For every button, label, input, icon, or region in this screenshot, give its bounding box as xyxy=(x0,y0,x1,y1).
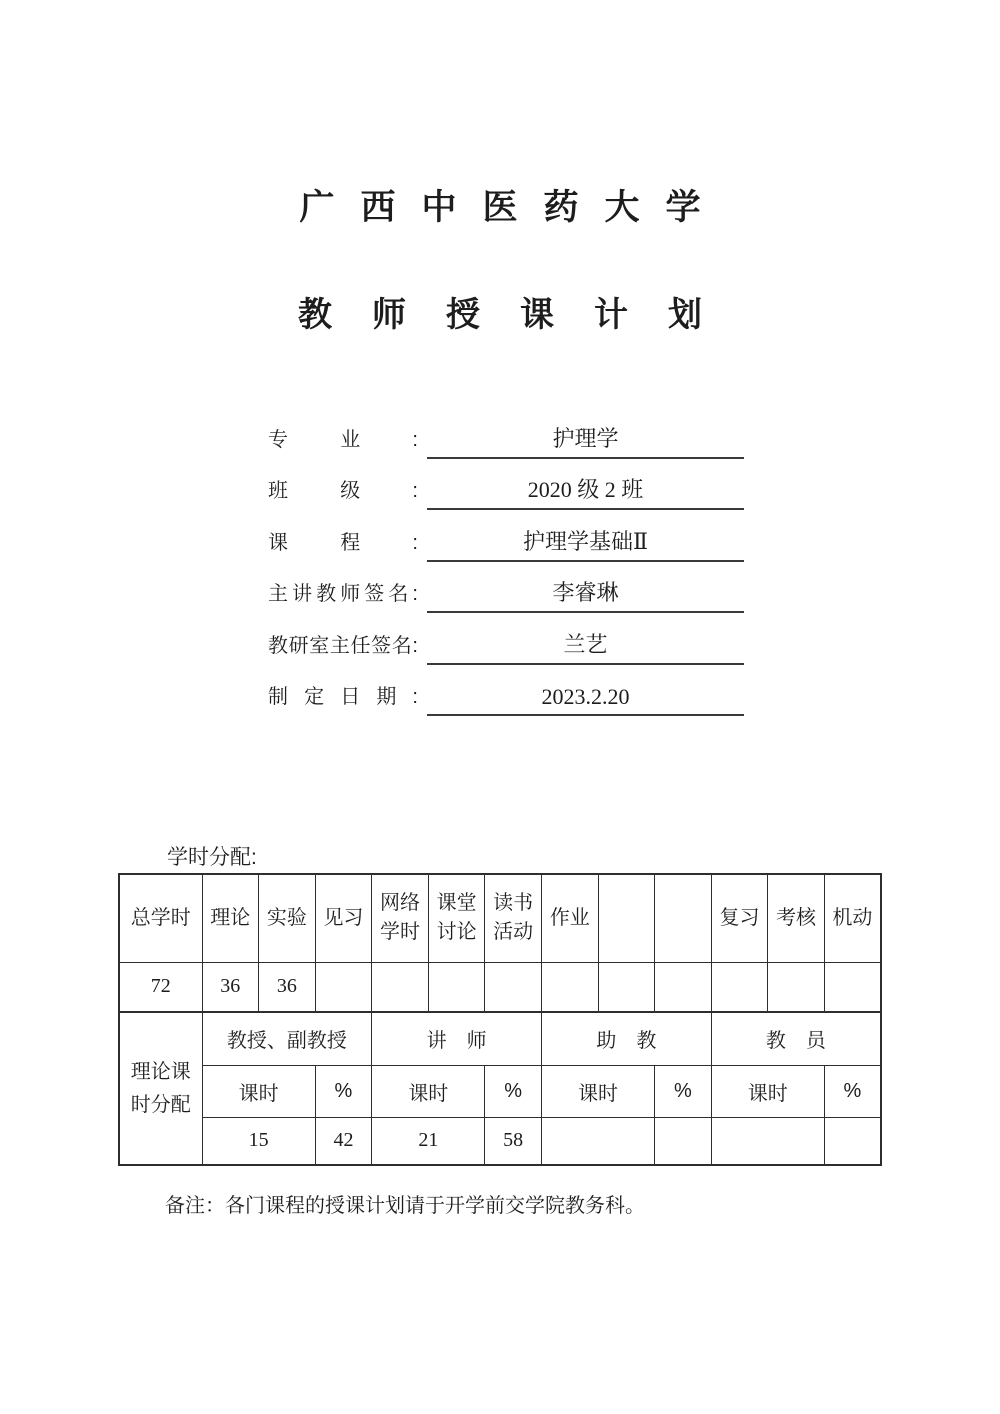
empty-hours-value-1 xyxy=(598,962,655,1012)
hours-values-row xyxy=(119,962,881,1012)
rank-subheader-row xyxy=(119,1065,881,1117)
theory-allocation-label: 理论课时分配 xyxy=(130,1060,191,1116)
group-instructor: 教 员 xyxy=(711,1012,881,1065)
form-row-lecturer-signature xyxy=(268,562,744,614)
class-field-label: 班级: xyxy=(268,480,418,502)
col-header-class-discussion: 课堂讨论 xyxy=(428,874,485,962)
review-hours-value xyxy=(711,962,768,1012)
major-field-label: 专业: xyxy=(268,428,418,451)
lecturer-signature-label: 主讲教师签名: xyxy=(268,583,418,605)
lecturer-pct-label: % xyxy=(485,1065,542,1117)
col-header-observation: 见习 xyxy=(315,874,372,962)
lecturer-signature-value: 李睿琳 xyxy=(427,576,744,613)
date-field-label: 制定日期: xyxy=(268,686,418,708)
col-header-flexible: 机动 xyxy=(824,874,881,962)
instructor-pct-label: % xyxy=(824,1065,881,1117)
professor-pct-label: % xyxy=(315,1065,372,1117)
col-header-assessment: 考核 xyxy=(768,874,825,962)
university-title: 广西中医药大学 xyxy=(299,188,727,227)
assistant-hours-label: 课时 xyxy=(541,1065,654,1117)
flexible-hours-value xyxy=(824,962,881,1012)
major-field-value: 护理学 xyxy=(427,422,744,459)
group-professor: 教授、副教授 xyxy=(202,1012,372,1065)
footer-note: 备注：各门课程的授课计划请于开学前交学院教务科。 xyxy=(165,1195,645,1217)
course-field-value: 护理学基础Ⅱ xyxy=(427,525,744,562)
reading-hours-value xyxy=(485,962,542,1012)
lecturer-hours-value: 21 xyxy=(372,1117,485,1165)
total-hours-value: 72 xyxy=(119,962,202,1012)
form-row-major xyxy=(268,407,744,459)
course-field-label: 课程: xyxy=(268,531,418,554)
experiment-hours-value: 36 xyxy=(259,962,316,1012)
col-header-experiment: 实验 xyxy=(259,874,316,962)
theory-hours-value: 36 xyxy=(202,962,259,1012)
course-info-form xyxy=(268,407,744,716)
col-header-total-hours: 总学时 xyxy=(119,874,202,962)
instructor-hours-value xyxy=(711,1117,824,1165)
col-header-homework: 作业 xyxy=(541,874,598,962)
hours-table xyxy=(118,873,882,1166)
col-header-empty-1 xyxy=(598,874,655,962)
empty-hours-value-2 xyxy=(655,962,712,1012)
form-row-class xyxy=(268,459,744,511)
assistant-pct-label: % xyxy=(655,1065,712,1117)
rank-group-row xyxy=(119,1012,881,1065)
instructor-hours-label: 课时 xyxy=(711,1065,824,1117)
instructor-pct-value xyxy=(824,1117,881,1165)
assistant-pct-value xyxy=(655,1117,712,1165)
col-header-review: 复习 xyxy=(711,874,768,962)
theory-allocation-label-cell xyxy=(119,1012,202,1165)
group-lecturer: 讲 师 xyxy=(372,1012,542,1065)
col-header-empty-2 xyxy=(655,874,712,962)
hours-allocation-label: 学时分配: xyxy=(167,846,257,869)
professor-hours-value: 15 xyxy=(202,1117,315,1165)
lecturer-hours-label: 课时 xyxy=(372,1065,485,1117)
document-title: 教师授课计划 xyxy=(298,297,742,334)
col-header-theory: 理论 xyxy=(202,874,259,962)
professor-pct-value: 42 xyxy=(315,1117,372,1165)
professor-hours-label: 课时 xyxy=(202,1065,315,1117)
hours-header-row xyxy=(119,874,881,962)
lecturer-pct-value: 58 xyxy=(485,1117,542,1165)
observation-hours-value xyxy=(315,962,372,1012)
form-row-course xyxy=(268,510,744,562)
form-row-director-signature xyxy=(268,613,744,665)
homework-hours-value xyxy=(541,962,598,1012)
form-row-date xyxy=(268,665,744,717)
director-signature-label: 教研室主任签名: xyxy=(268,634,418,657)
col-header-online-hours: 网络学时 xyxy=(372,874,429,962)
discussion-hours-value xyxy=(428,962,485,1012)
online-hours-value xyxy=(372,962,429,1012)
rank-values-row xyxy=(119,1117,881,1165)
director-signature-value: 兰艺 xyxy=(427,628,744,665)
date-field-value: 2023.2.20 xyxy=(427,684,744,716)
group-assistant: 助 教 xyxy=(541,1012,711,1065)
class-field-value: 2020 级 2 班 xyxy=(427,473,744,510)
assistant-hours-value xyxy=(541,1117,654,1165)
assessment-hours-value xyxy=(768,962,825,1012)
col-header-reading-activity: 读书活动 xyxy=(485,874,542,962)
